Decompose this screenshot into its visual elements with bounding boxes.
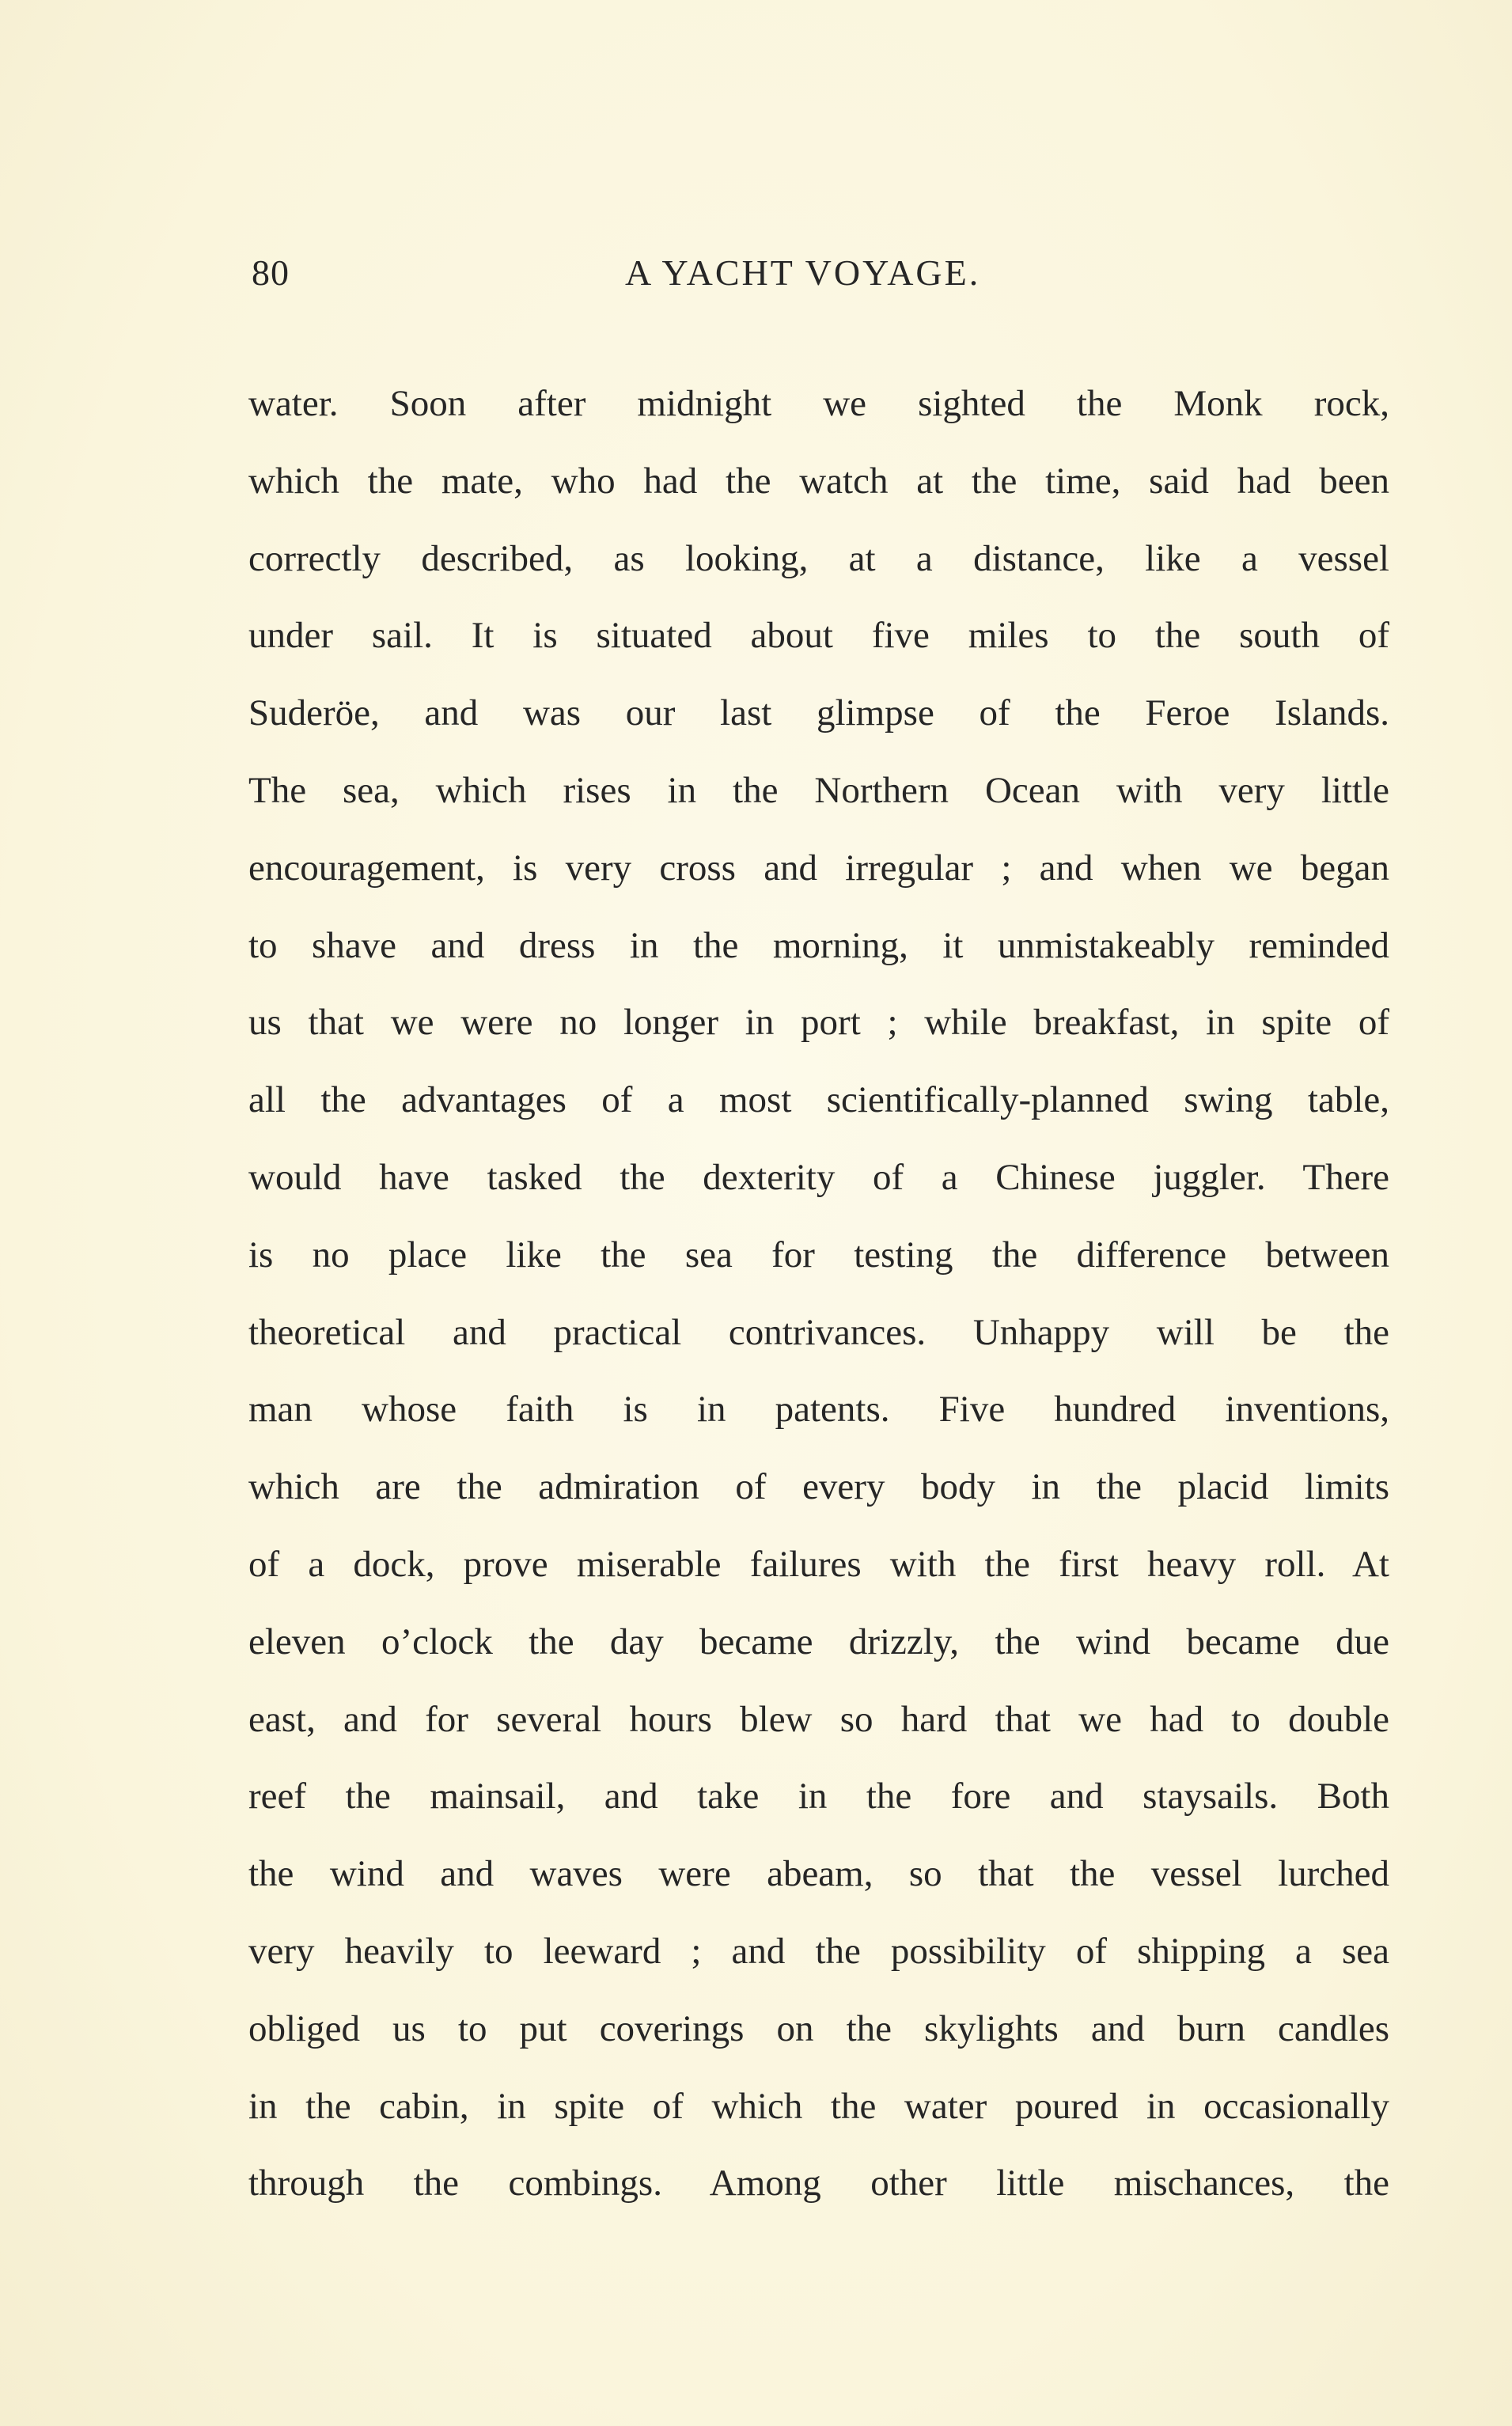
- text-line: theoretical and practical contrivances. Unhappy will be the: [248, 1311, 1389, 1353]
- text-line: to shave and dress in the morning, it unmistakeably reminded: [248, 924, 1389, 966]
- text-line: is no place like the sea for testing the difference between: [248, 1234, 1389, 1276]
- text-line: correctly described, as looking, at a distance, like a vessel: [248, 537, 1389, 579]
- page-number: 80: [252, 252, 290, 293]
- text-line: all the advantages of a most scientifically-planned swing table,: [248, 1079, 1389, 1121]
- text-line: east, and for several hours blew so hard that we had to double: [248, 1698, 1389, 1740]
- text-line: us that we were no longer in port ; while breakfast, in spite of: [248, 1002, 1389, 1044]
- text-line: of a dock, prove miserable failures with the first heavy roll. At: [248, 1543, 1389, 1585]
- text-line: The sea, which rises in the Northern Ocean with very little: [248, 769, 1389, 811]
- text-line: very heavily to leeward ; and the possibility of shipping a sea: [248, 1930, 1389, 1972]
- text-line: eleven o’clock the day became drizzly, the wind became due: [248, 1620, 1389, 1662]
- text-line: which the mate, who had the watch at the time, said had been: [248, 460, 1389, 502]
- text-line: through the combings. Among other little mischances, the: [248, 2163, 1389, 2204]
- text-line: Suderöe, and was our last glimpse of the Feroe Islands.: [248, 692, 1389, 734]
- text-line: which are the admiration of every body in the placid limits: [248, 1466, 1389, 1508]
- text-line: in the cabin, in spite of which the water poured in occasionally: [248, 2085, 1389, 2127]
- text-line: reef the mainsail, and take in the fore and staysails. Both: [248, 1776, 1389, 1818]
- text-line: water. Soon after midnight we sighted the Monk rock,: [248, 383, 1389, 424]
- text-line: under sail. It is situated about five miles to the south of: [248, 615, 1389, 657]
- text-line: encouragement, is very cross and irregular ; and when we began: [248, 847, 1389, 889]
- text-line: man whose faith is in patents. Five hundred inventions,: [248, 1389, 1389, 1431]
- text-line: would have tasked the dexterity of a Chinese juggler. There: [248, 1156, 1389, 1198]
- page-header: [252, 252, 1043, 299]
- body-text: [248, 366, 1389, 2223]
- running-title: A YACHT VOYAGE.: [625, 252, 981, 293]
- text-line: obliged us to put coverings on the skylights and burn candles: [248, 2007, 1389, 2049]
- text-line: the wind and waves were abeam, so that the vessel lurched: [248, 1853, 1389, 1895]
